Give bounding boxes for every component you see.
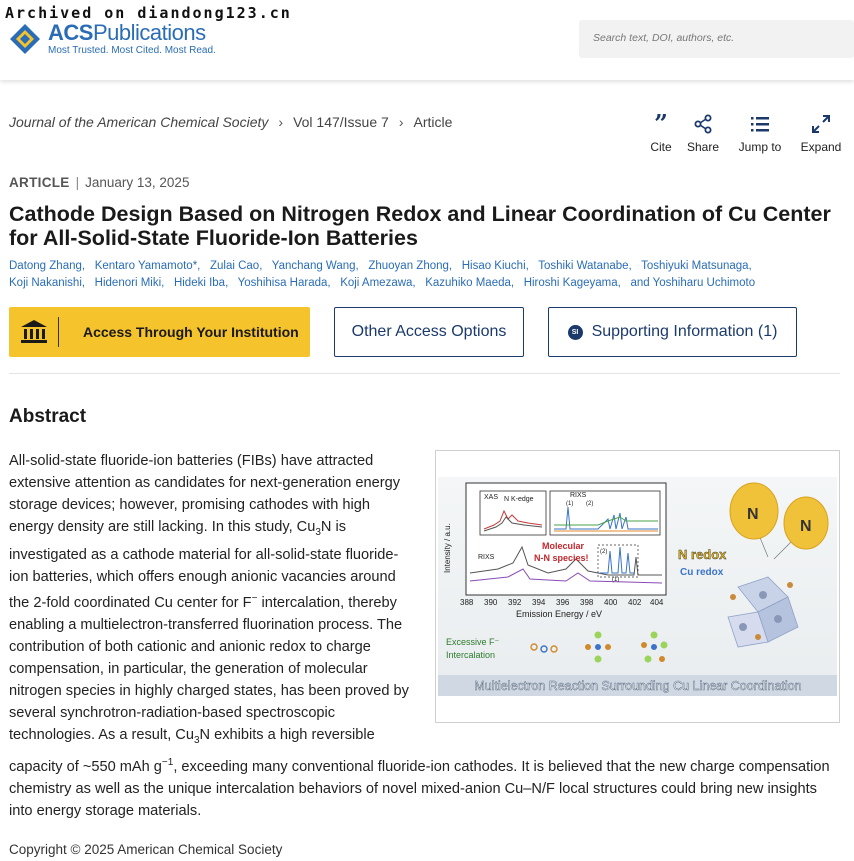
fig-x-axis-label: Emission Energy / eV — [516, 609, 603, 619]
quote-icon — [651, 114, 671, 134]
article-meta — [9, 175, 189, 190]
author-link[interactable]: Koji Nakanishi, — [9, 277, 86, 289]
other-access-button[interactable]: Other Access Options — [334, 307, 524, 357]
article-toolbar — [636, 114, 846, 154]
author-link[interactable]: Hideki Iba, — [173, 277, 229, 289]
list-icon — [750, 114, 770, 134]
expand-icon — [811, 114, 831, 134]
fig-x-tick: 388 — [460, 598, 474, 607]
archive-banner: Archived on diandong123.cn — [5, 4, 292, 22]
breadcrumb-issue[interactable]: Vol 147/Issue 7 — [293, 114, 389, 130]
fig-x-tick: 404 — [650, 598, 664, 607]
fig-x-tick: 398 — [580, 598, 594, 607]
acs-logo[interactable] — [8, 22, 216, 56]
author-link[interactable]: Zhuoyan Zhong, — [368, 260, 453, 272]
share-button[interactable]: Share — [686, 114, 720, 154]
author-link[interactable]: and Yoshiharu Uchimoto — [630, 277, 756, 289]
si-icon: SI — [568, 325, 583, 340]
fig-x-tick: 394 — [532, 598, 546, 607]
fig-x-tick: 402 — [628, 598, 642, 607]
publication-date: January 13, 2025 — [85, 175, 190, 190]
fig-cu-redox-label: Cu redox — [680, 567, 724, 578]
institution-access-button[interactable] — [9, 307, 310, 357]
breadcrumb — [9, 114, 452, 130]
svg-text:”: ” — [654, 114, 668, 134]
author-link[interactable]: Toshiki Watanabe, — [538, 260, 632, 272]
fig-n-redox-label: N redox — [678, 547, 727, 562]
jump-to-button[interactable]: Jump to — [730, 114, 790, 154]
bank-icon — [9, 317, 59, 347]
fig-marker-2: (2) — [600, 549, 608, 555]
logo-wordmark: ACSPublications — [48, 20, 206, 45]
fig-rixs-marker-2: (2) — [586, 501, 594, 507]
author-link[interactable]: Kentaro Yamamoto*, — [94, 260, 201, 272]
fig-xas-label: XAS — [484, 494, 499, 501]
fig-balloon-label: N — [747, 506, 759, 523]
cite-button[interactable]: ” Cite — [636, 114, 686, 154]
fig-x-tick: 392 — [508, 598, 522, 607]
fig-nn-species-label: N-N species! — [534, 553, 589, 563]
copyright: Copyright © 2025 American Chemical Society — [9, 842, 283, 857]
figure-spacer — [416, 450, 839, 744]
author-link[interactable]: Hiroshi Kageyama, — [523, 277, 621, 289]
article-title: Cathode Design Based on Nitrogen Redox and Linear Coordination of Cu Center for All-Solid-State Fluoride-Ion Batteries — [9, 202, 831, 250]
author-list — [9, 258, 839, 292]
institution-access-label: Access Through Your Institution — [83, 324, 299, 340]
author-link[interactable]: Zulai Cao, — [209, 260, 263, 272]
abstract-heading: Abstract — [9, 406, 87, 427]
fig-molecular-label: Molecular — [542, 541, 585, 551]
breadcrumb-journal[interactable]: Journal of the American Chemical Society — [9, 114, 269, 130]
article-type: ARTICLE — [9, 175, 70, 190]
chevron-right-icon: › — [278, 114, 284, 130]
fig-intercalation-label: Intercalation — [446, 650, 496, 660]
fig-nk-label: N K-edge — [504, 496, 534, 503]
fig-marker-1: (1) — [612, 577, 620, 583]
share-icon — [693, 114, 713, 134]
abstract-body: All-solid-state fluoride-ion batteries (FIBs) have attracted extensive attention as candidates for next-generation energy storage devices; however, promising cathodes with high energy density are still lacking. In this study, $Cu_3N$ is investigated as a cathode material for all-solid-state fluoride-ion batteries, which offers enough anionic vacancies around the 2-fold coordinated Cu center for F− intercalation, thereby enabling a multielectron-transferred fluorination process. The contribution of both cationic and anionic redox to charge compensation, in particular, the generation of molecular nitrogen species in highly charged states, has been proved by several synchrotron-radiation-based spectroscopic technologies. As a result, $Cu_3N$ exhibits a high reversible capacity of ~550 mAh $g^{-1}$, exceeding many conventional fluoride-ion cathodes. It is believed that the new charge compensation chemistry as well as the unique intercalation behaviors of novel mixed-anion Cu–N/F local structures could bring new insights into energy storage materials. — [9, 450, 839, 822]
author-link[interactable]: Hidenori Miki, — [94, 277, 165, 289]
search-input[interactable]: Search text, DOI, authors, etc. — [579, 20, 854, 58]
site-header — [0, 0, 854, 80]
fig-excessive-label: Excessive F⁻ — [446, 637, 500, 647]
author-link[interactable]: Koji Amezawa, — [340, 277, 416, 289]
supporting-info-label: Supporting Information (1) — [591, 323, 778, 340]
author-link[interactable]: Yanchang Wang, — [271, 260, 359, 272]
expand-button[interactable]: Expand — [796, 114, 846, 154]
fig-x-tick: 396 — [556, 598, 570, 607]
fig-caption: Multielectron Reaction Surrounding Cu Linear Coordination — [474, 679, 802, 693]
logo-tagline: Most Trusted. Most Cited. Most Read. — [48, 45, 216, 56]
author-link[interactable]: Toshiyuki Matsunaga, — [641, 260, 752, 272]
fig-rixs-marker-1: (1) — [566, 501, 574, 507]
supporting-info-button[interactable] — [548, 307, 797, 357]
fig-y-axis-label: Intensity / a.u. — [443, 523, 452, 573]
fig-balloon-label: N — [800, 518, 812, 535]
breadcrumb-article: Article — [413, 114, 453, 130]
chevron-right-icon: › — [398, 114, 404, 130]
divider — [9, 373, 840, 374]
author-link[interactable]: Kazuhiko Maeda, — [425, 277, 515, 289]
meta-separator: | — [75, 175, 80, 190]
fig-x-tick: 390 — [484, 598, 498, 607]
fig-rixs-small-label: RIXS — [570, 492, 587, 499]
acs-logo-icon — [8, 22, 42, 56]
author-link[interactable]: Yoshihisa Harada, — [237, 277, 331, 289]
author-link[interactable]: Hisao Kiuchi, — [461, 260, 529, 272]
fig-x-tick: 400 — [604, 598, 618, 607]
author-link[interactable]: Datong Zhang, — [9, 260, 86, 272]
fig-rixs-main-label: RIXS — [478, 554, 495, 561]
